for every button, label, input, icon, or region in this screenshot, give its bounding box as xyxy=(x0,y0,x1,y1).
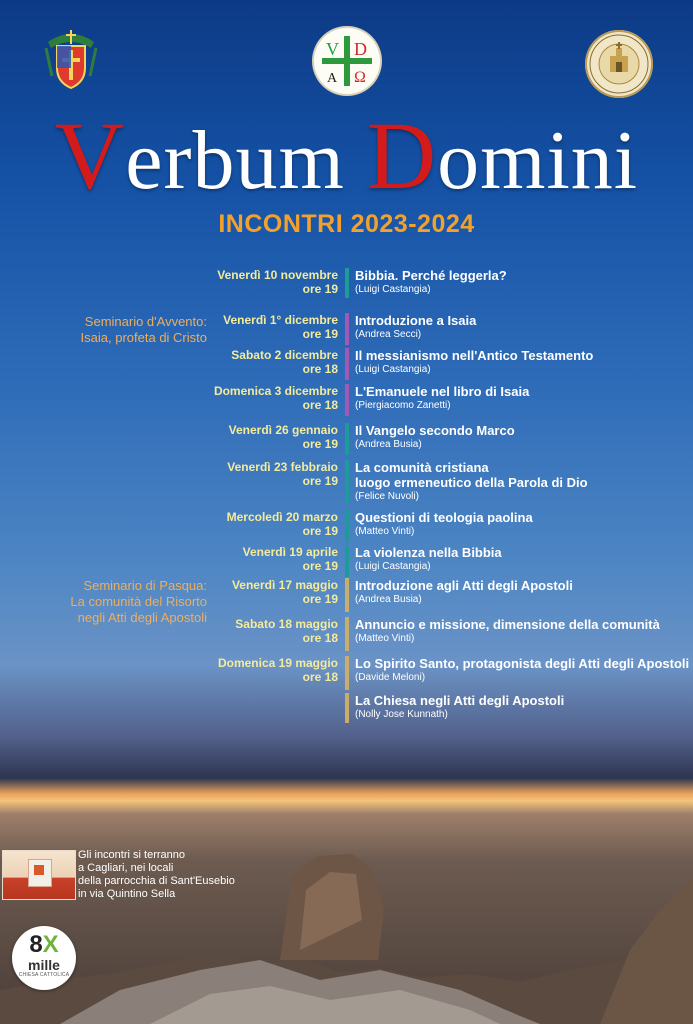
event-time: ore 19 xyxy=(302,474,338,488)
event-details xyxy=(355,268,691,296)
event-color-bar xyxy=(345,313,349,345)
event-time: ore 19 xyxy=(302,282,338,296)
title-word-2: omini xyxy=(437,114,639,207)
event-color-bar xyxy=(345,510,349,542)
venue-line: in via Quintino Sella xyxy=(78,888,176,900)
event-datetime xyxy=(138,460,338,488)
event-color-bar xyxy=(345,545,349,577)
event-time: ore 19 xyxy=(302,437,338,451)
event-details xyxy=(355,693,691,721)
event-speaker: (Matteo Vinti) xyxy=(355,526,415,537)
event-speaker: (Andrea Secci) xyxy=(355,329,422,340)
otto-per-mille-caption: CHIESA CATTOLICA xyxy=(18,972,70,978)
event-details xyxy=(355,384,691,412)
event-topic: Lo Spirito Santo, protagonista degli Atti degli Apostoli xyxy=(355,656,690,671)
event-date: Venerdì 1° dicembre xyxy=(223,313,338,327)
event-color-bar xyxy=(345,423,349,455)
event-speaker: (Andrea Busia) xyxy=(355,439,422,450)
event-date: Venerdì 17 maggio xyxy=(231,578,338,592)
event-color-bar xyxy=(345,348,349,380)
event-color-bar xyxy=(345,693,349,723)
event-speaker: (Luigi Castangia) xyxy=(355,561,431,572)
event-datetime xyxy=(138,656,338,684)
event-date: Domenica 3 dicembre xyxy=(213,384,338,398)
event-topic: Annuncio e missione, dimensione della comunità xyxy=(355,617,660,632)
event-date: Venerdì 10 novembre xyxy=(217,268,338,282)
event-datetime xyxy=(138,313,338,341)
venue-line: a Cagliari, nei locali xyxy=(78,862,174,874)
otto-per-mille-mark: 8X xyxy=(29,931,59,958)
event-details xyxy=(355,578,691,606)
event-speaker: (Davide Meloni) xyxy=(355,672,426,683)
event-details xyxy=(355,545,691,573)
seminar-title: Seminario di Pasqua: xyxy=(83,578,207,593)
event-speaker: (Nolly Jose Kunnath) xyxy=(355,709,448,720)
event-time: ore 19 xyxy=(302,524,338,538)
event-time: ore 18 xyxy=(302,631,338,645)
seminar-subtitle: Isaia, profeta di Cristo xyxy=(80,330,207,345)
landscape-rocks xyxy=(0,840,693,1024)
venue-line: della parrocchia di Sant'Eusebio xyxy=(78,875,235,887)
event-date: Venerdì 19 aprile xyxy=(242,545,338,559)
event-details xyxy=(355,423,691,451)
event-topic: La Chiesa negli Atti degli Apostoli xyxy=(355,693,565,708)
event-color-bar xyxy=(345,460,349,504)
event-color-bar xyxy=(345,578,349,612)
event-color-bar xyxy=(345,268,349,298)
event-topic: Questioni di teologia paolina xyxy=(355,510,533,525)
title-word-1: erbum xyxy=(125,114,367,207)
event-time: ore 19 xyxy=(302,559,338,573)
event-date: Domenica 19 maggio xyxy=(217,656,338,670)
event-datetime xyxy=(138,384,338,412)
cross-icon xyxy=(314,28,380,94)
event-datetime xyxy=(138,348,338,376)
event-date: Sabato 2 dicembre xyxy=(231,348,338,362)
event-details xyxy=(355,313,691,341)
title-initial-d: D xyxy=(366,102,438,209)
event-datetime xyxy=(138,545,338,573)
subtitle: INCONTRI 2023-2024 xyxy=(218,210,475,238)
event-topic: Il Vangelo secondo Marco xyxy=(355,423,515,438)
event-speaker: (Luigi Castangia) xyxy=(355,284,431,295)
event-datetime xyxy=(138,510,338,538)
event-topic: La comunità cristiana xyxy=(355,460,489,475)
seal-icon xyxy=(585,30,653,98)
faculty-seal xyxy=(585,30,653,98)
event-date: Sabato 18 maggio xyxy=(235,617,338,631)
svg-text:Ω: Ω xyxy=(354,69,366,86)
seminar-subtitle: La comunità del Risorto xyxy=(70,594,207,609)
event-speaker: (Piergiacomo Zanetti) xyxy=(355,400,451,411)
event-topic: La violenza nella Bibbia xyxy=(355,545,502,560)
svg-text:D: D xyxy=(354,39,367,59)
page-title xyxy=(0,102,693,209)
verbum-domini-logo xyxy=(314,28,380,94)
seminar-subtitle: negli Atti degli Apostoli xyxy=(77,610,207,625)
event-topic: Introduzione agli Atti degli Apostoli xyxy=(355,578,573,593)
svg-text:A: A xyxy=(327,71,338,86)
event-details xyxy=(355,656,691,684)
event-color-bar xyxy=(345,617,349,651)
event-date: Venerdì 23 febbraio xyxy=(227,460,338,474)
event-time: ore 19 xyxy=(302,327,338,341)
otto-per-mille-logo xyxy=(12,926,76,990)
event-speaker: (Matteo Vinti) xyxy=(355,633,415,644)
svg-text:V: V xyxy=(326,39,339,59)
event-speaker: (Felice Nuvoli) xyxy=(355,491,419,502)
event-color-bar xyxy=(345,384,349,416)
event-date: Venerdì 26 gennaio xyxy=(228,423,338,437)
event-time: ore 18 xyxy=(302,670,338,684)
event-datetime xyxy=(138,617,338,645)
event-topic: L'Emanuele nel libro di Isaia xyxy=(355,384,530,399)
event-topic: Introduzione a Isaia xyxy=(355,313,477,328)
event-datetime xyxy=(138,268,338,296)
event-topic: Bibbia. Perché leggerla? xyxy=(355,268,507,283)
event-speaker: (Andrea Busia) xyxy=(355,594,422,605)
event-details xyxy=(355,348,691,376)
title-initial-v: V xyxy=(54,102,126,209)
event-time: ore 18 xyxy=(302,398,338,412)
event-datetime xyxy=(138,578,338,606)
event-details xyxy=(355,617,691,645)
event-time: ore 18 xyxy=(302,362,338,376)
coat-of-arms-icon xyxy=(44,28,98,94)
otto-per-mille-word: mille xyxy=(28,957,60,973)
event-topic: Il messianismo nell'Antico Testamento xyxy=(355,348,594,363)
event-topic: luogo ermeneutico della Parola di Dio xyxy=(355,475,588,490)
event-datetime xyxy=(138,423,338,451)
event-color-bar xyxy=(345,656,349,690)
event-time: ore 19 xyxy=(302,592,338,606)
event-speaker: (Luigi Castangia) xyxy=(355,364,431,375)
venue-line: Gli incontri si terranno xyxy=(78,849,185,861)
event-date: Mercoledì 20 marzo xyxy=(226,510,338,524)
seminar-title: Seminario d'Avvento: xyxy=(84,314,207,329)
event-details xyxy=(355,460,691,503)
event-details xyxy=(355,510,691,538)
